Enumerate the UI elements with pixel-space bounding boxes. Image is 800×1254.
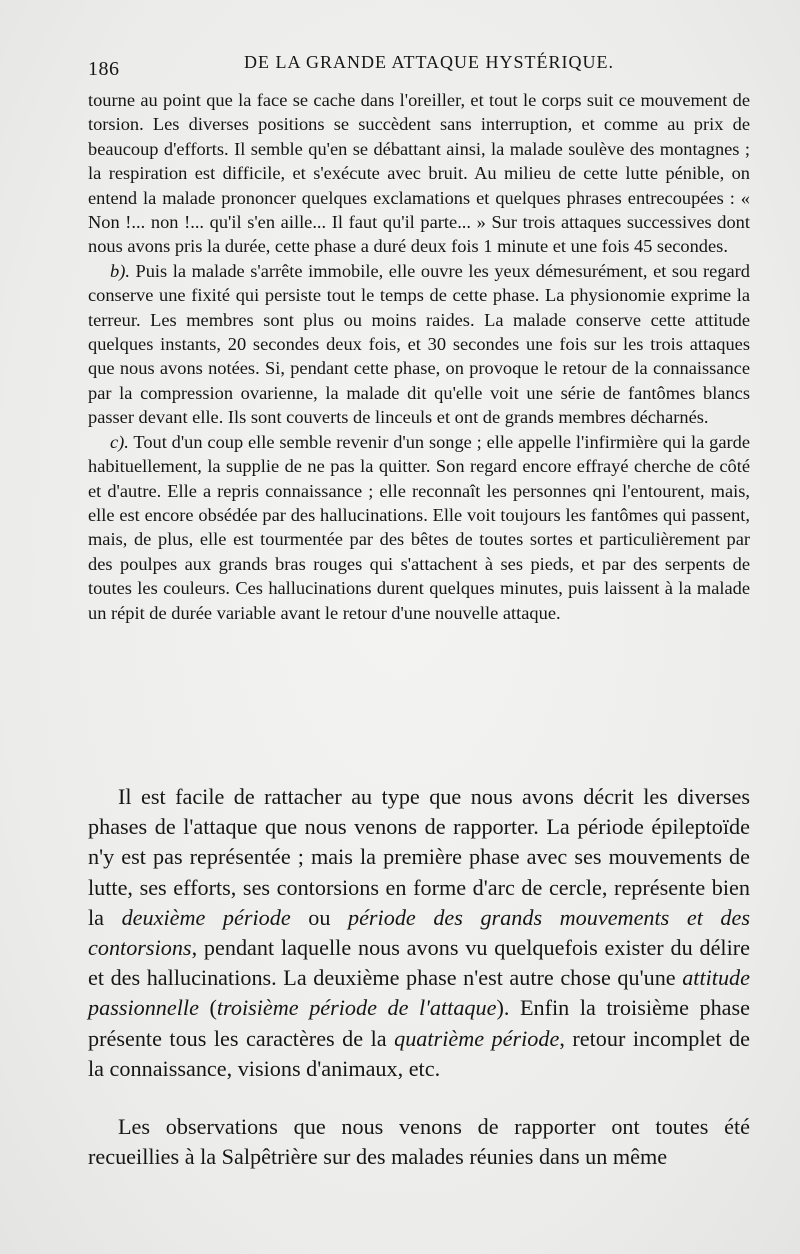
- text-run: , pendant laquelle nous avons vu quelquefois exister du délire et des hallucinations. La deuxième phase n'est autre chose qu'une: [88, 935, 750, 991]
- text-run: Il est facile de rattacher au type que nous avons décrit les diverses phases de l'attaque que nous venons de rapporter. La période épileptoïde n'y est pas représentée ; mais la première phase avec ses mouvements de lutte, ses efforts, ses contorsions en forme d'arc de cercle, représente bien la: [88, 784, 750, 930]
- italic-term: quatrième période: [394, 1025, 560, 1051]
- paragraph-c-label: c).: [110, 431, 129, 452]
- commentary-text: [88, 782, 750, 1172]
- text-run: (: [198, 995, 217, 1021]
- paragraph-c-body: Tout d'un coup elle semble revenir d'un songe ; elle appelle l'infirmière qui la garde habituellement, la supplie de ne pas la quitter. Son regard encore effrayé cherche de côté et d'autre. Elle a repris connaissance ; elle reconnaît les personnes qni l'entourent, mais, elle est encore obsédée par des hallucinations. Elle voit toujours les fantômes qui passent, mais, de plus, elle est tourmentée par des bêtes de toutes sortes et particulièrement par des poulpes aux grands bras rouges qui s'attachent à ses pieds, et par des serpents de toutes les couleurs. Ces hallucinations durent quelques minutes, puis laissent à la malade un répit de durée variable avant le retour d'une nouvelle attaque.: [88, 431, 750, 623]
- page-header: [88, 50, 750, 80]
- closing-paragraph: Les observations que nous venons de rapporter ont toutes été recueillies à la Salpêtrière sur des malades réunies dans un même: [88, 1114, 750, 1170]
- italic-term: troisième période de l'attaque: [216, 995, 497, 1021]
- paragraph-b: [88, 259, 750, 430]
- commentary-paragraph: [88, 782, 750, 1084]
- observation-text: [88, 88, 750, 625]
- paragraph-c: [88, 430, 750, 625]
- running-title: DE LA GRANDE ATTAQUE HYSTÉRIQUE.: [244, 52, 615, 72]
- paragraph-b-label: b).: [110, 260, 130, 281]
- page-number: 186: [88, 58, 120, 80]
- italic-term: attitude passionnelle: [88, 965, 750, 1021]
- italic-term: deuxième période: [121, 904, 291, 930]
- paragraph-a-continuation: tourne au point que la face se cache dans l'oreiller, et tout le corps suit ce mouvement de torsion. Les diverses positions se succèdent sans interruption, et comme au prix de beaucoup d'efforts. Il semble qu'en se débattant ainsi, la malade soulève des montagnes ; la respiration est difficile, et s'exécute avec bruit. Au milieu de cette lutte pénible, on entend la malade prononcer quelques exclamations et quelques phrases entrecoupées : « Non !... non !... qu'il s'en aille... Il faut qu'il parte... » Sur trois attaques successives dont nous avons pris la durée, cette phase a duré deux fois 1 minute et une fois 45 secondes.: [88, 90, 750, 257]
- text-run: ou: [290, 904, 348, 930]
- paragraph-b-body: Puis la malade s'arrête immobile, elle ouvre les yeux démesurément, et sou regard conserve une fixité qui persiste tout le temps de cette phase. La physionomie exprime la terreur. Les membres sont plus ou moins raides. La malade conserve cette attitude quelques instants, 20 secondes deux fois, et 30 secondes une fois sur les trois attaques que nous avons notées. Si, pendant cette phase, on provoque le retour de la connaissance par la compression ovarienne, la malade dit qu'elle voit une série de fantômes blancs passer devant elle. Ils sont couverts de linceuls et ont de grands membres décharnés.: [88, 260, 750, 428]
- text-run: ). Enfin la troisième phase présente tous les caractères de la: [88, 995, 751, 1051]
- text-run: , retour incomplet de la connaissance, visions d'animaux, etc.: [88, 1025, 751, 1081]
- italic-term: période des grands mouvements et des contorsions: [88, 904, 751, 961]
